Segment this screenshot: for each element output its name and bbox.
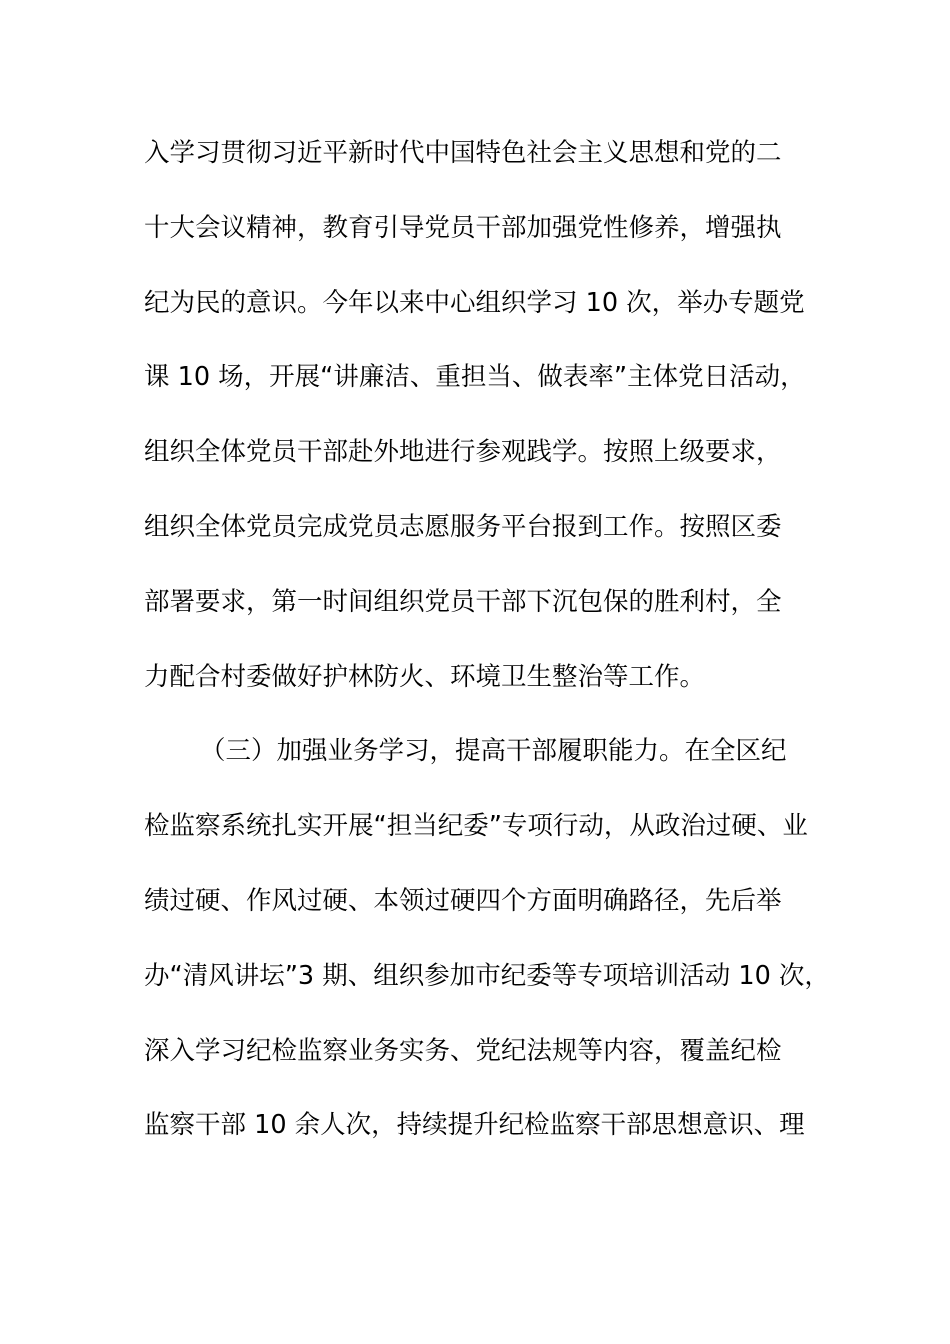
text-line: 监察干部 10 余人次，持续提升纪检监察干部思想意识、理 — [144, 1110, 805, 1141]
body-text — [144, 130, 844, 1177]
text-line: 办“清风讲坛”3 期、组织参加市纪委等专项培训活动 10 次， — [144, 960, 830, 991]
text-line: 组织全体党员完成党员志愿服务平台报到工作。按照区委 — [144, 511, 782, 542]
text-line: 力配合村委做好护林防火、环境卫生整治等工作。 — [144, 661, 706, 692]
text-line: 部署要求，第一时间组织党员干部下沉包保的胜利村，全 — [144, 586, 782, 617]
text-line: 深入学习纪检监察业务实务、党纪法规等内容，覆盖纪检 — [144, 1035, 782, 1066]
text-line: 入学习贯彻习近平新时代中国特色社会主义思想和党的二 — [144, 138, 782, 168]
text-line: 课 10 场，开展“讲廉洁、重担当、做表率”主体党日活动， — [144, 362, 806, 393]
text-line: 检监察系统扎实开展“担当纪委”专项行动，从政治过硬、业 — [144, 811, 808, 842]
text-line: 绩过硬、作风过硬、本领过硬四个方面明确路径，先后举 — [144, 885, 782, 916]
text-line: 纪为民的意识。今年以来中心组织学习 10 次，举办专题党 — [144, 287, 805, 318]
section-heading-line: （三）加强业务学习，提高干部履职能力。在全区纪 — [200, 736, 787, 767]
text-line: 组织全体党员干部赴外地进行参观践学。按照上级要求， — [144, 437, 782, 468]
text-line: 十大会议精神，教育引导党员干部加强党性修养，增强执 — [144, 212, 782, 243]
